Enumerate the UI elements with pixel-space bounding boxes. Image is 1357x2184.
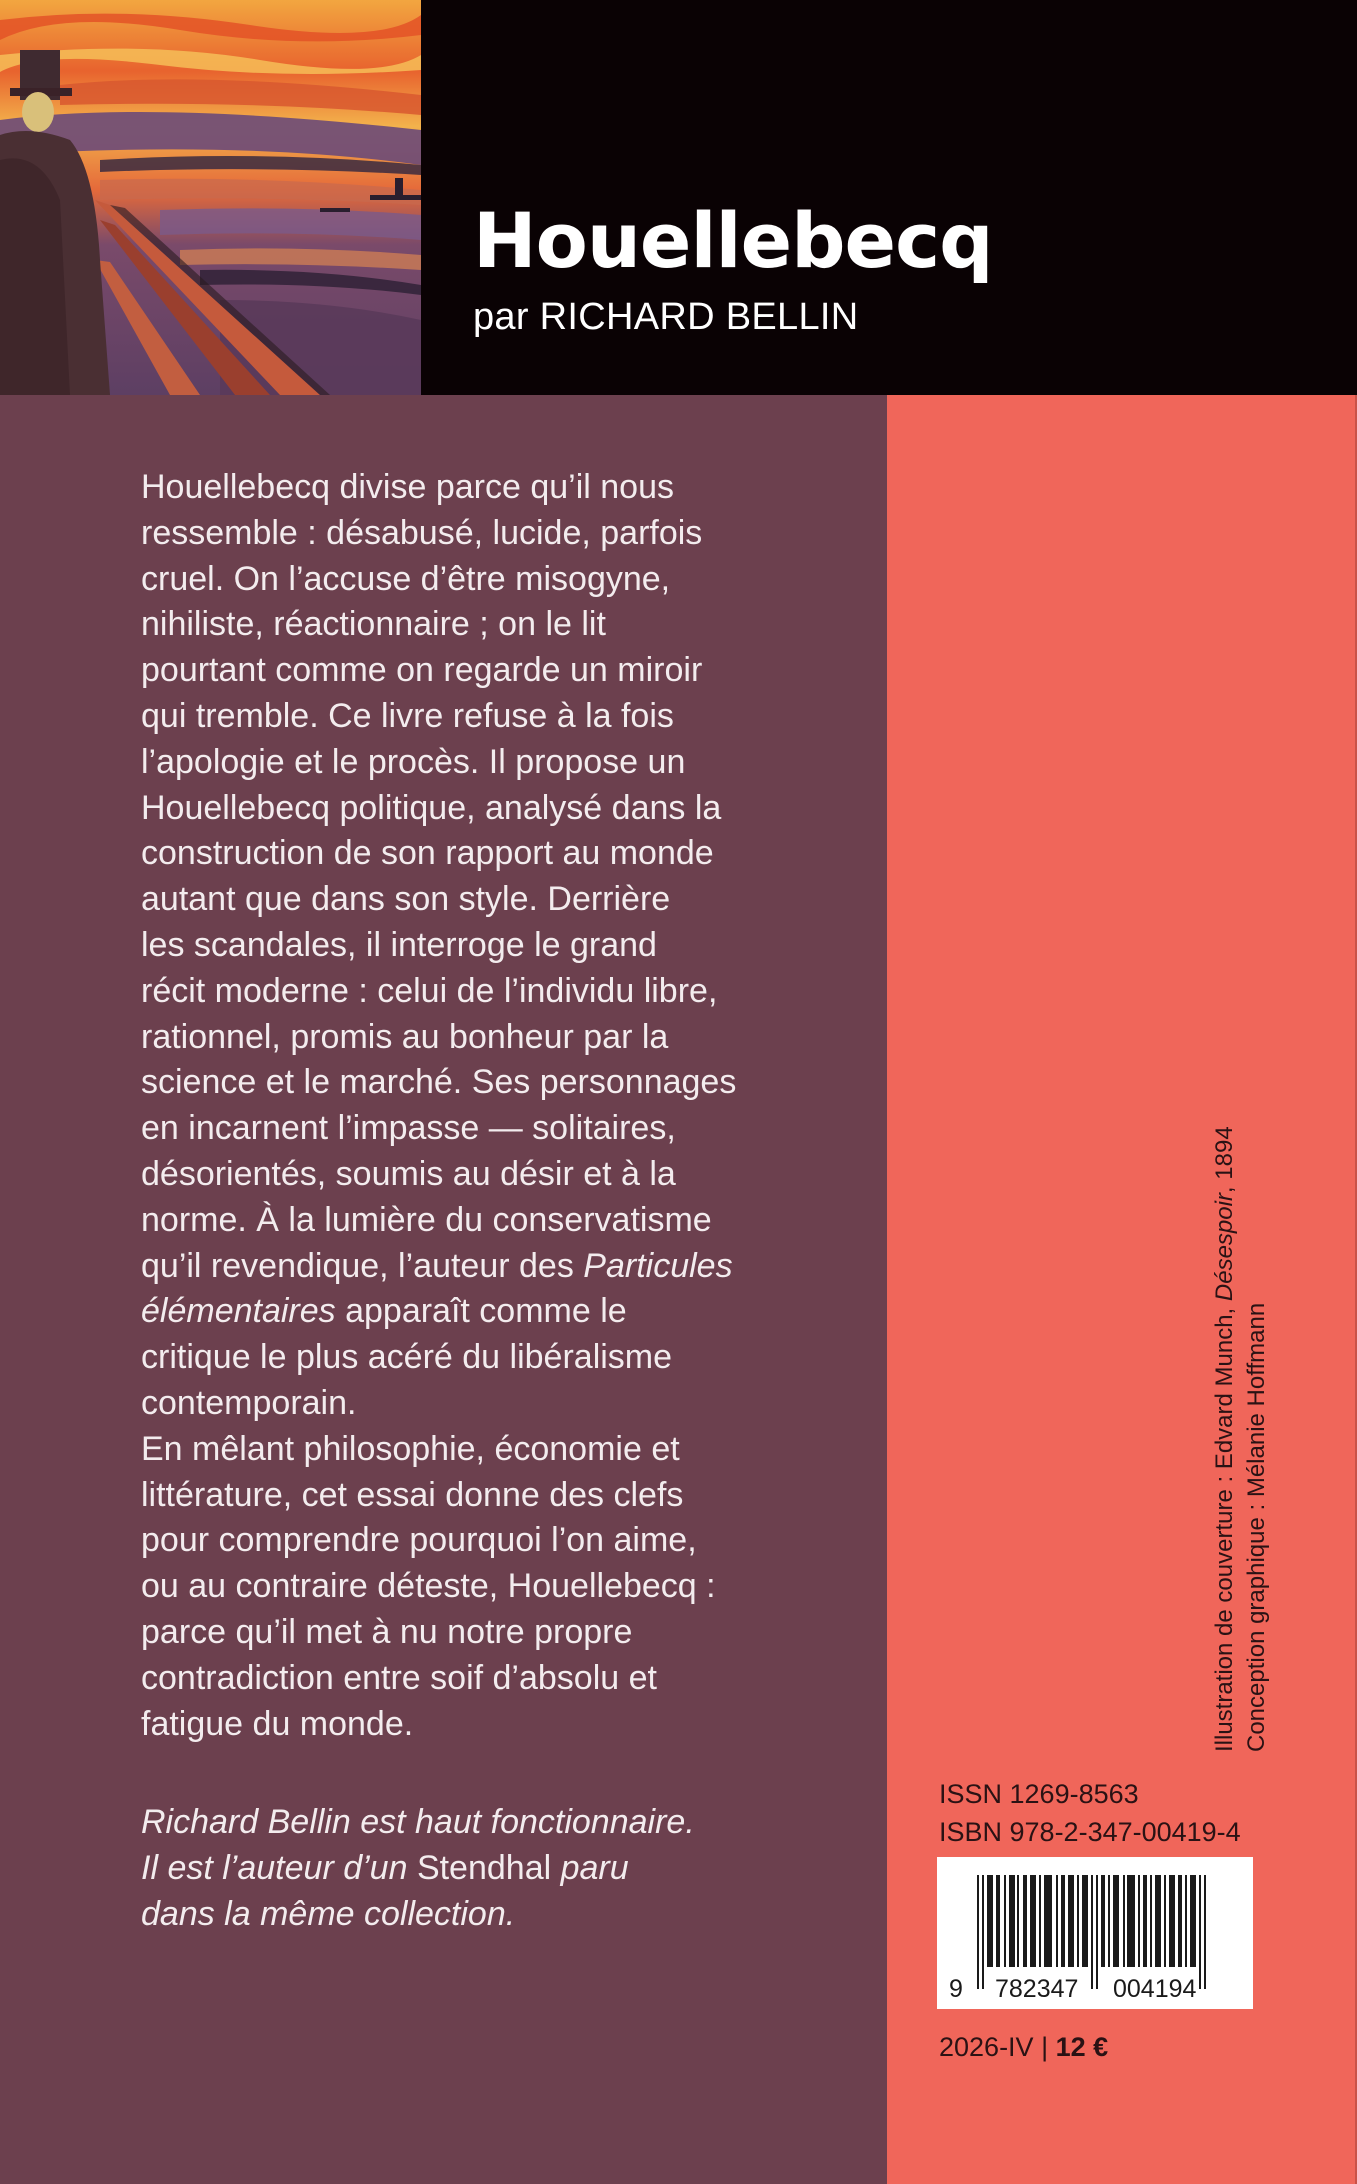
bio-text: paru (551, 1848, 629, 1887)
barcode-digits-right: 004194 (1113, 1975, 1197, 2003)
price: 12 € (1055, 2032, 1109, 2062)
author-bio (141, 1800, 861, 1937)
summary-line (141, 1289, 861, 1335)
barcode-digits-left: 782347 (995, 1975, 1079, 2003)
summary-line: ou au contraire déteste, Houellebecq : (141, 1567, 716, 1606)
summary-line: norme. À la lumière du conservatisme (141, 1200, 712, 1239)
summary-line: contradiction entre soif d’absolu et (141, 1658, 657, 1697)
barcode-icon (937, 1857, 1253, 2009)
author-byline: par RICHARD BELLIN (473, 296, 859, 338)
credit-text: , 1894 (1211, 1126, 1238, 1194)
summary-text: apparaît comme le (335, 1292, 627, 1331)
bio-line (141, 1846, 861, 1892)
bio-line: dans la même collection. (141, 1894, 516, 1933)
credit-text: Illustration de couverture : Edvard Munch, (1211, 1301, 1238, 1752)
book-reference-italic: élémentaires (141, 1292, 336, 1331)
summary-line: nihiliste, réactionnaire ; on le lit (141, 605, 606, 644)
illustration-credit (1209, 1072, 1241, 1752)
summary-line: pourtant comme on regarde un miroir (141, 651, 703, 690)
summary-line: contemporain. (141, 1383, 357, 1422)
summary-line: cruel. On l’accuse d’être misogyne, (141, 559, 671, 598)
summary-line: ressemble : désabusé, lucide, parfois (141, 513, 703, 552)
publication-codes (939, 1775, 1241, 1851)
summary-line: récit moderne : celui de l’individu libre, (141, 971, 718, 1010)
bio-line: Richard Bellin est haut fonctionnaire. (141, 1803, 695, 1841)
book-reference-italic: Particules (583, 1246, 733, 1285)
summary-line: littérature, cet essai donne des clefs (141, 1475, 684, 1514)
book-title: Houellebecq (473, 196, 993, 285)
cover-credits (1209, 1072, 1273, 1752)
book-summary (141, 465, 861, 1747)
summary-line: les scandales, il interroge le grand (141, 925, 657, 964)
summary-line: En mêlant philosophie, économie et (141, 1429, 680, 1468)
summary-line: Houellebecq divise parce qu’il nous (141, 468, 674, 506)
summary-line: en incarnent l’impasse — solitaires, (141, 1109, 676, 1148)
summary-line: parce qu’il met à nu notre propre (141, 1612, 633, 1651)
summary-line: pour comprendre pourquoi l’on aime, (141, 1521, 697, 1560)
side-panel (887, 395, 1357, 2184)
isbn-barcode (937, 1857, 1253, 2009)
summary-line: Houellebecq politique, analysé dans la (141, 788, 722, 827)
cover-painting (0, 0, 421, 395)
summary-line: construction de son rapport au monde (141, 834, 714, 873)
title-block (421, 0, 1357, 395)
summary-line: rationnel, promis au bonheur par la (141, 1017, 669, 1056)
summary-text: qu’il revendique, l’auteur des (141, 1246, 584, 1285)
summary-panel (0, 395, 887, 2184)
artwork-title: Désespoir (1211, 1193, 1238, 1302)
bio-text: Il est l’auteur d’un (141, 1848, 417, 1887)
issn: ISSN 1269-8563 (939, 1779, 1139, 1809)
edition-number: 2026-IV (939, 2032, 1034, 2062)
isbn: ISBN 978-2-347-00419-4 (939, 1817, 1241, 1847)
barcode-digit-first: 9 (949, 1975, 963, 2003)
summary-line: qui tremble. Ce livre refuse à la fois (141, 696, 674, 735)
summary-line: désorientés, soumis au désir et à la (141, 1154, 676, 1193)
painting-illustration (0, 0, 421, 395)
separator: | (1041, 2032, 1049, 2062)
summary-line: l’apologie et le procès. Il propose un (141, 742, 686, 781)
design-credit: Conception graphique : Mélanie Hoffmann (1243, 1302, 1270, 1752)
summary-line: fatigue du monde. (141, 1704, 414, 1743)
summary-line: critique le plus acéré du libéralisme (141, 1338, 673, 1377)
summary-line: science et le marché. Ses personnages (141, 1063, 737, 1102)
other-book-title: Stendhal (416, 1848, 552, 1887)
summary-line (141, 1244, 861, 1290)
edition-price (939, 2028, 1108, 2066)
summary-line: autant que dans son style. Derrière (141, 880, 671, 919)
